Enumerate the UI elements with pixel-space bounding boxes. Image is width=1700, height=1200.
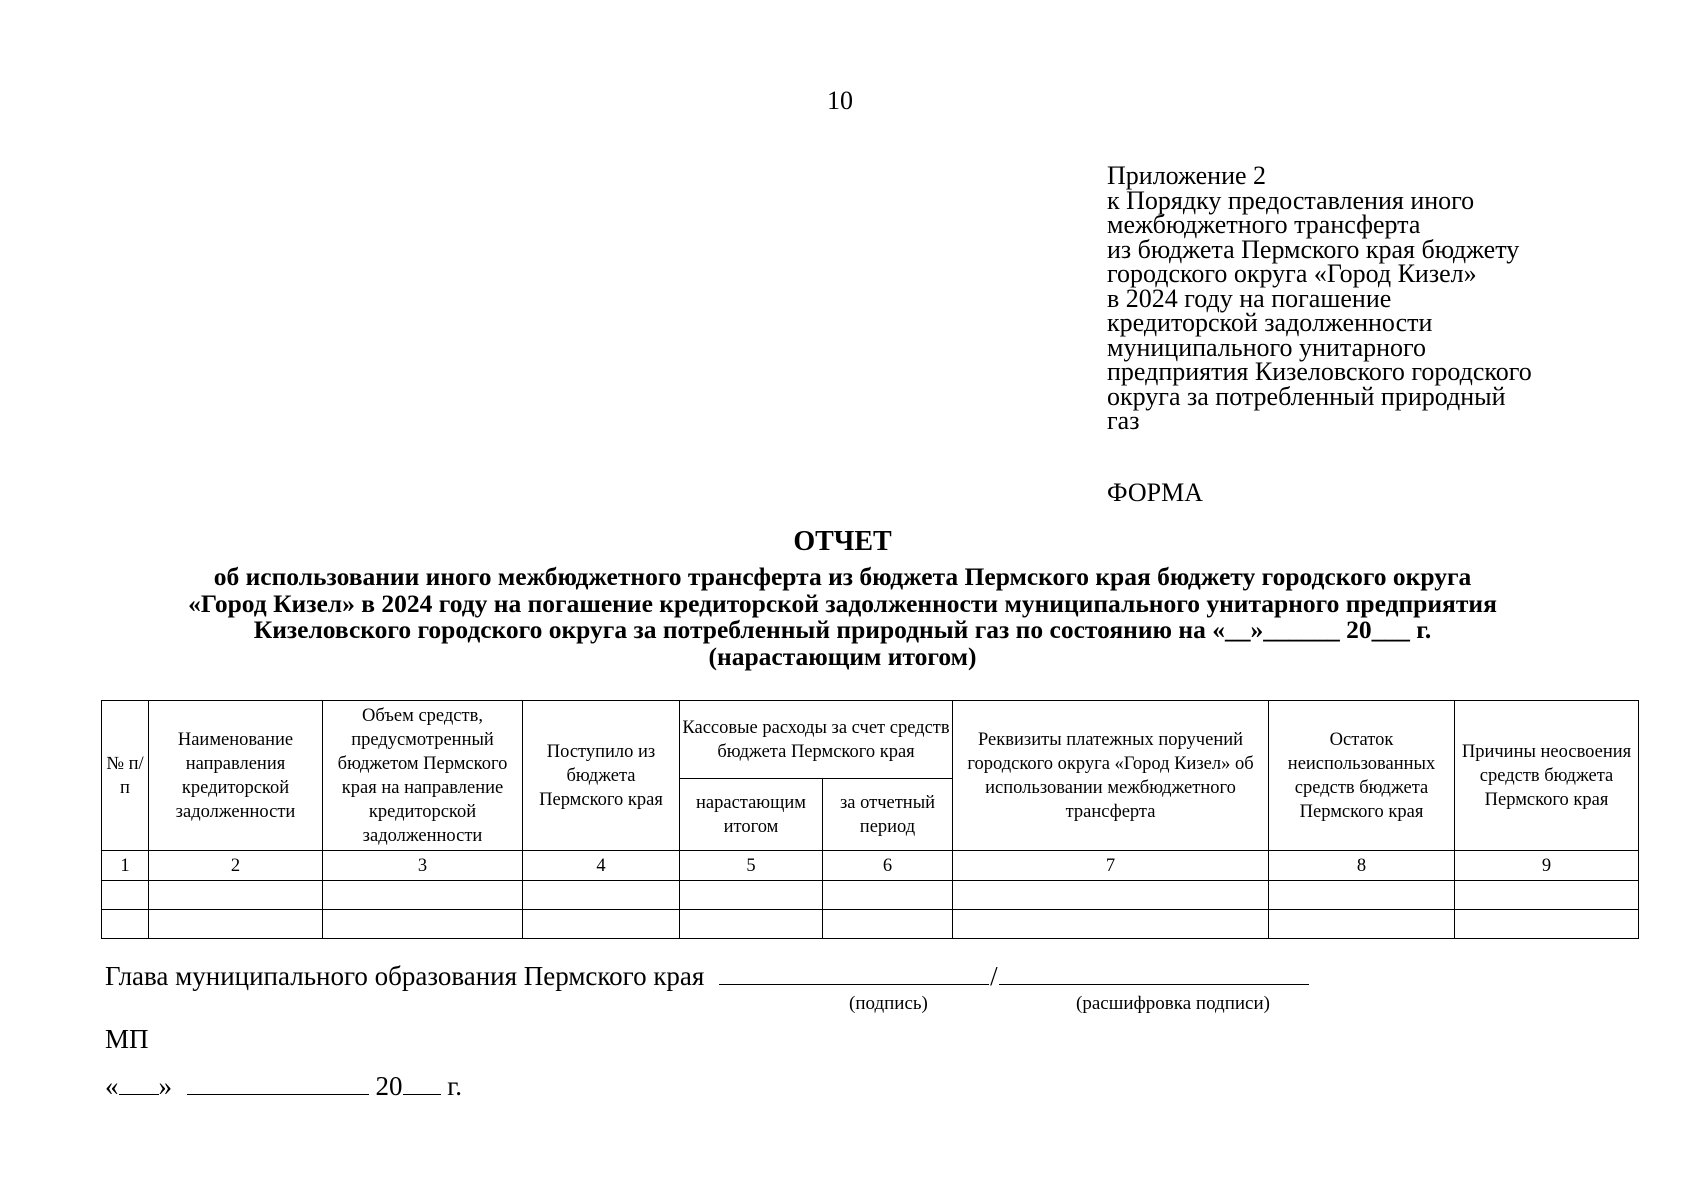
table-cell	[102, 881, 149, 910]
header-received: Поступило из бюджета Пермского края	[523, 701, 680, 851]
table-cell	[953, 881, 1269, 910]
header-payment-details: Реквизиты платежных поручений городского округа «Город Кизел» об использовании межбюджетного трансферта	[953, 701, 1269, 851]
column-number: 3	[323, 851, 523, 881]
date-year-suffix: г.	[447, 1071, 463, 1101]
signature-label: Глава муниципального образования Пермского края	[105, 961, 705, 991]
appendix-line: городского округа «Город Кизел»	[1107, 259, 1477, 288]
appendix-line: муниципального унитарного	[1107, 332, 1427, 362]
date-year-blank	[403, 1072, 441, 1095]
column-number: 5	[680, 851, 823, 881]
table-cell	[1269, 910, 1455, 939]
table-cell	[102, 910, 149, 939]
column-number: 2	[149, 851, 323, 881]
signature-line	[105, 961, 1309, 992]
table-cell	[680, 881, 823, 910]
table-row	[102, 881, 1639, 910]
table-cell	[323, 881, 523, 910]
column-number: 4	[523, 851, 680, 881]
column-number: 1	[102, 851, 149, 881]
header-planned-volume: Объем средств, предусмотренный бюджетом Пермского края на направление кредиторской задолженности	[323, 701, 523, 851]
date-open-quote: «	[105, 1071, 119, 1101]
table-cell	[149, 910, 323, 939]
appendix-line: из бюджета Пермского края бюджету	[1107, 234, 1520, 264]
header-reporting-period: за отчетный период	[823, 779, 953, 851]
report-table	[101, 700, 1639, 939]
column-number: 8	[1269, 851, 1455, 881]
report-subtitle-line: об использовании иного межбюджетного трансферта из бюджета Пермского края бюджету городского округа	[213, 562, 1472, 591]
report-subtitle-line: Кизеловского городского округа за потребленный природный газ по состоянию на «__»______ 20___ г.	[253, 615, 1432, 644]
table-cell	[1269, 881, 1455, 910]
table-cell	[149, 881, 323, 910]
table-cell	[823, 881, 953, 910]
appendix-line: межбюджетного трансферта	[1107, 210, 1421, 239]
appendix-line: округа за потребленный природный	[1107, 381, 1506, 411]
signature-separator: /	[990, 961, 998, 991]
column-number: 7	[953, 851, 1269, 881]
signature-decode-blank	[999, 962, 1309, 985]
column-number: 6	[823, 851, 953, 881]
table-row-column-numbers	[102, 851, 1639, 881]
header-direction-name: Наименование направления кредиторской задолженности	[149, 701, 323, 851]
appendix-line: в 2024 году на погашение	[1107, 283, 1392, 313]
appendix-line: к Порядку предоставления иного	[1107, 185, 1475, 215]
signature-caption: (подпись)	[849, 993, 928, 1014]
report-subtitle-line: «Город Кизел» в 2024 году на погашение кредиторской задолженности муниципального унитарного предприятия	[188, 588, 1497, 618]
date-month-blank	[187, 1072, 369, 1095]
table-cell	[523, 881, 680, 910]
form-label: ФОРМА	[1107, 478, 1203, 507]
date-day-blank	[119, 1072, 159, 1095]
table-header-row	[102, 701, 1639, 779]
table-cell	[1455, 881, 1639, 910]
report-title: ОТЧЕТ	[793, 526, 892, 557]
stamp-label: МП	[105, 1024, 149, 1054]
table-cell	[953, 910, 1269, 939]
table-cell	[1455, 910, 1639, 939]
table-cell	[680, 910, 823, 939]
column-number: 9	[1455, 851, 1639, 881]
header-reasons: Причины неосвоения средств бюджета Пермского края	[1455, 701, 1639, 851]
appendix-line: газ	[1107, 406, 1140, 435]
header-cash-expenses: Кассовые расходы за счет средств бюджета Пермского края	[680, 701, 953, 779]
signature-decode-caption: (расшифровка подписи)	[1076, 993, 1270, 1014]
report-subtitle	[0, 564, 1685, 670]
table-cell	[823, 910, 953, 939]
table-cell	[523, 910, 680, 939]
header-unused-balance: Остаток неиспользованных средств бюджета Пермского края	[1269, 701, 1455, 851]
header-cumulative: нарастающим итогом	[680, 779, 823, 851]
page-number: 10	[827, 86, 853, 115]
date-year-prefix: 20	[375, 1071, 403, 1101]
table-cell	[323, 910, 523, 939]
appendix-line: Приложение 2	[1107, 161, 1267, 190]
date-line	[105, 1071, 462, 1102]
date-close-quote: »	[158, 1071, 172, 1101]
header-number: № п/п	[102, 701, 149, 851]
appendix-block	[1107, 161, 1627, 435]
report-subtitle-line: (нарастающим итогом)	[708, 641, 977, 671]
signature-blank	[719, 962, 989, 985]
table-row	[102, 910, 1639, 939]
appendix-line: предприятия Кизеловского городского	[1107, 357, 1532, 386]
appendix-line: кредиторской задолженности	[1107, 308, 1433, 337]
